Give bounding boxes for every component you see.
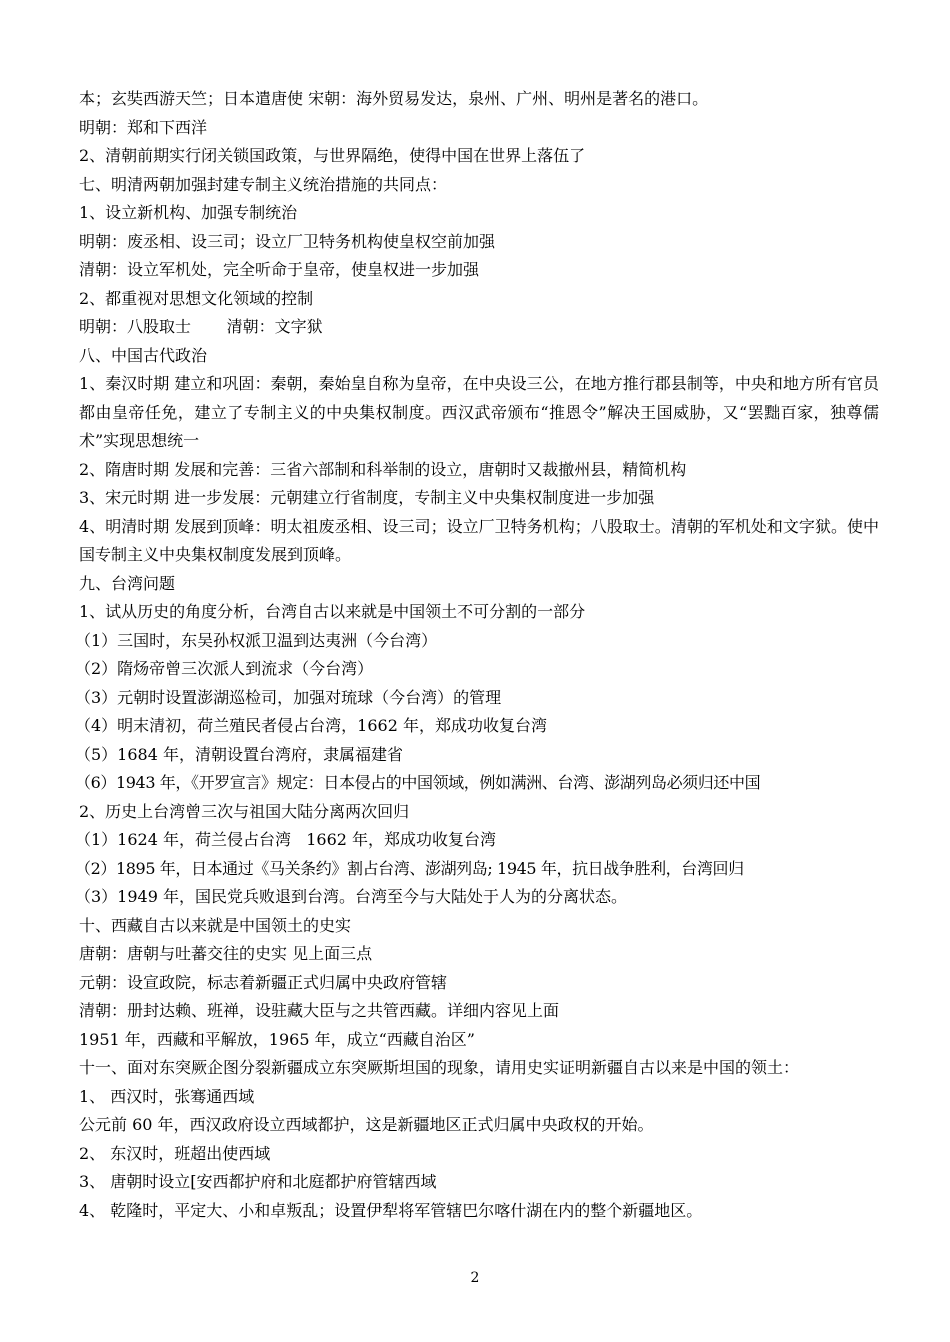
text-line: （4）明末清初，荷兰殖民者侵占台湾，1662 年，郑成功收复台湾 — [75, 716, 547, 735]
text-line: 1、 西汉时，张骞通西域 — [79, 1086, 255, 1106]
text-line: 3、宋元时期 进一步发展：元朝建立行省制度，专制主义中央集权制度进一步加强 — [79, 488, 655, 507]
section-heading-9: 九、台湾问题 — [79, 573, 176, 593]
section-heading-7: 七、明清两朝加强封建专制主义统治措施的共同点： — [79, 174, 448, 194]
text-line: 本；玄奘西游天竺；日本遣唐使 宋朝：海外贸易发达，泉州、广州、明州是著名的港口。 — [79, 89, 709, 108]
text-line: 2、清朝前期实行闭关锁国政策，与世界隔绝，使得中国在世界上落伍了 — [79, 146, 586, 165]
text-line: （2）隋炀帝曾三次派人到流求（今台湾） — [75, 659, 374, 678]
text-line: 公元前 60 年，西汉政府设立西域都护，这是新疆地区正式归属中央政权的开始。 — [79, 1115, 654, 1134]
text-line: （1）1624 年，荷兰侵占台湾 1662 年，郑成功收复台湾 — [75, 830, 497, 849]
section-heading-8: 八、中国古代政治 — [79, 345, 208, 365]
text-line: 1951 年，西藏和平解放，1965 年，成立“西藏自治区” — [79, 1029, 475, 1049]
text-line: 明朝：八股取士 清朝：文字狱 — [79, 317, 323, 336]
text-paragraph: 4、明清时期 发展到顶峰：明太祖废丞相、设三司；设立厂卫特务机构；八股取士。清朝的军机处和文字狱。使中国专制主义中央集权制度发展到顶峰。 — [79, 516, 879, 564]
text-line: （5）1684 年，清朝设置台湾府，隶属福建省 — [75, 744, 403, 764]
text-line: 清朝：册封达赖、班禅，设驻藏大臣与之共管西藏。详细内容见上面 — [79, 1001, 560, 1020]
text-line: 3、 唐朝时设立[安西都护府和北庭都护府管辖西域 — [79, 1172, 437, 1191]
text-line: （3）元朝时设置澎湖巡检司，加强对琉球（今台湾）的管理 — [75, 687, 502, 707]
section-heading-11: 十一、面对东突厥企图分裂新疆成立东突厥斯坦国的现象，请用史实证明新疆自古以来是中国的领土： — [79, 1058, 800, 1077]
text-line: （1）三国时，东吴孙权派卫温到达夷洲（今台湾） — [75, 630, 438, 650]
text-line: 1、试从历史的角度分析，台湾自古以来就是中国领土不可分割的一部分 — [79, 602, 586, 621]
section-heading-10: 十、西藏自古以来就是中国领土的史实 — [79, 915, 352, 935]
text-line: 2、历史上台湾曾三次与祖国大陆分离两次回归 — [79, 801, 410, 821]
document-body — [75, 85, 879, 1225]
text-line: 1、设立新机构、加强专制统治 — [79, 203, 298, 222]
page-number: 2 — [470, 1270, 480, 1286]
text-line: （2）1895 年，日本通过《马关条约》割占台湾、澎湖列岛; 1945 年，抗日战争胜利，台湾回归 — [75, 858, 744, 878]
text-line: 清朝：设立军机处，完全听命于皇帝，使皇权进一步加强 — [79, 260, 480, 279]
text-line: 元朝：设宣政院，标志着新疆正式归属中央政府管辖 — [79, 972, 448, 992]
text-line: 2、 东汉时，班超出使西域 — [79, 1143, 271, 1163]
text-line: 唐朝：唐朝与吐蕃交往的史实 见上面三点 — [79, 944, 373, 963]
text-line: 4、 乾隆时，平定大、小和卓叛乱；设置伊犁将军管辖巴尔喀什湖在内的整个新疆地区。 — [79, 1200, 703, 1220]
text-line: 明朝：废丞相、设三司；设立厂卫特务机构使皇权空前加强 — [79, 231, 496, 251]
text-line: 2、隋唐时期 发展和完善：三省六部制和科举制的设立，唐朝时又裁撤州县，精简机构 — [79, 459, 687, 479]
text-line: （3）1949 年，国民党兵败退到台湾。台湾至今与大陆处于人为的分离状态。 — [75, 887, 627, 906]
text-line: 2、都重视对思想文化领域的控制 — [79, 288, 314, 308]
text-line: （6）1943 年，《开罗宣言》规定：日本侵占的中国领域，例如满洲、台湾、澎湖列岛必须归还中国 — [75, 773, 761, 792]
text-line: 明朝：郑和下西洋 — [79, 117, 208, 137]
text-paragraph: 1、秦汉时期 建立和巩固：秦朝，秦始皇自称为皇帝，在中央设三公，在地方推行郡县制等，中央和地方所有官员都由皇帝任免，建立了专制主义的中央集权制度。西汉武帝颁布“推恩令”解决王国威胁，又“罢黜百家，独尊儒术”实现思想统一 — [79, 374, 879, 450]
